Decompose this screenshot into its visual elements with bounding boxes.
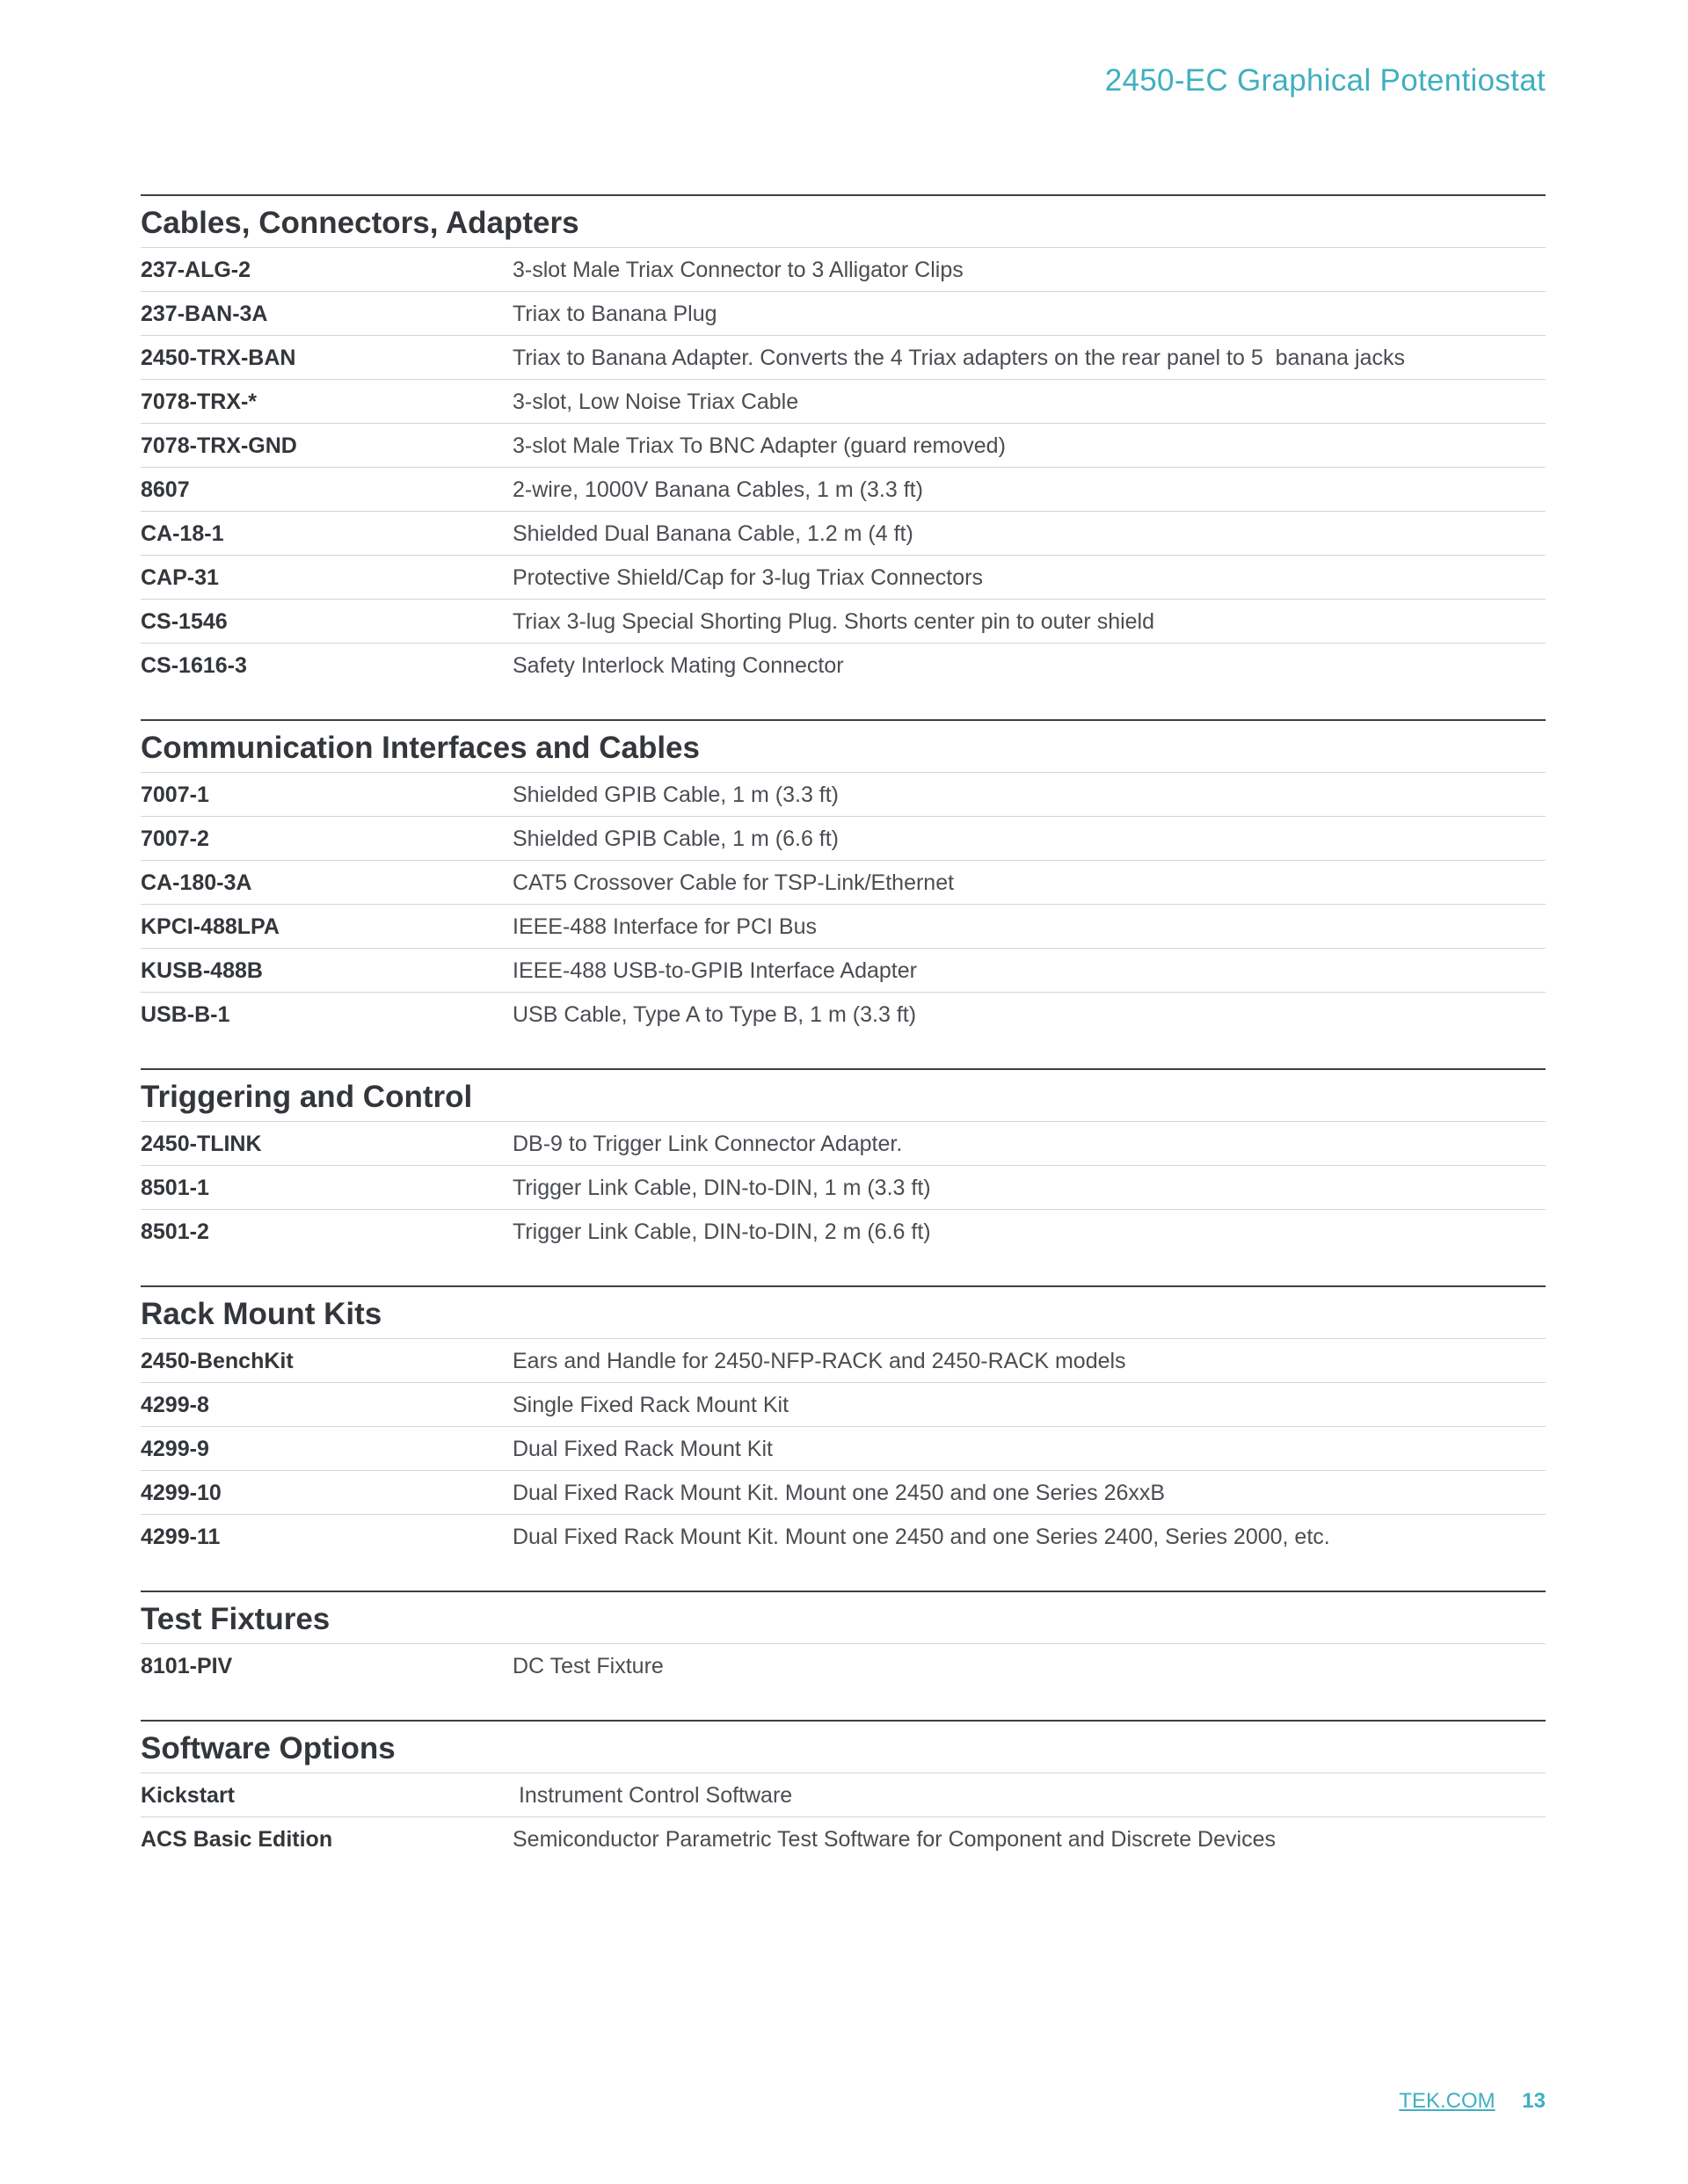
table-row xyxy=(141,1166,1546,1210)
table-row xyxy=(141,905,1546,949)
table-row xyxy=(141,1773,1546,1817)
section-heading: Cables, Connectors, Adapters xyxy=(141,196,1546,248)
part-description: Single Fixed Rack Mount Kit xyxy=(513,1393,789,1417)
section xyxy=(141,194,1546,688)
part-description: Safety Interlock Mating Connector xyxy=(513,653,844,678)
part-number: 8501-1 xyxy=(141,1176,209,1200)
part-description: Shielded GPIB Cable, 1 m (3.3 ft) xyxy=(513,783,840,807)
table-row xyxy=(141,1339,1546,1383)
part-description: Dual Fixed Rack Mount Kit. Mount one 2450 and one Series 26xxB xyxy=(513,1481,1166,1505)
table-row xyxy=(141,644,1546,688)
section-heading: Rack Mount Kits xyxy=(141,1287,1546,1339)
part-number: 2450-TRX-BAN xyxy=(141,346,296,370)
page-number: 13 xyxy=(1522,2089,1546,2113)
section-heading: Test Fixtures xyxy=(141,1592,1546,1644)
part-description: 3-slot Male Triax To BNC Adapter (guard removed) xyxy=(513,433,1006,458)
table-row xyxy=(141,1427,1546,1471)
part-number: CAP-31 xyxy=(141,565,219,590)
part-number: CA-18-1 xyxy=(141,521,224,546)
part-number: CA-180-3A xyxy=(141,870,252,895)
table-row xyxy=(141,1210,1546,1254)
table-row xyxy=(141,1644,1546,1688)
part-number: ACS Basic Edition xyxy=(141,1827,333,1852)
part-description: Triax 3-lug Special Shorting Plug. Shorts center pin to outer shield xyxy=(513,609,1155,634)
part-description: 2-wire, 1000V Banana Cables, 1 m (3.3 ft) xyxy=(513,477,923,502)
part-description: DB-9 to Trigger Link Connector Adapter. xyxy=(513,1132,903,1156)
tek-com-link[interactable]: TEK.COM xyxy=(1399,2089,1495,2113)
table-row xyxy=(141,468,1546,512)
page-footer xyxy=(1399,2089,1546,2114)
part-description: IEEE-488 Interface for PCI Bus xyxy=(513,914,817,939)
table-row xyxy=(141,512,1546,556)
table-row xyxy=(141,949,1546,993)
part-description: IEEE-488 USB-to-GPIB Interface Adapter xyxy=(513,958,917,983)
part-description: Protective Shield/Cap for 3-lug Triax Connectors xyxy=(513,565,983,590)
part-number: 7078-TRX-* xyxy=(141,389,257,414)
document-title: 2450-EC Graphical Potentiostat xyxy=(1104,63,1546,98)
table-row xyxy=(141,424,1546,468)
part-number: CS-1616-3 xyxy=(141,653,247,678)
section xyxy=(141,1285,1546,1559)
part-number: 4299-8 xyxy=(141,1393,209,1417)
section-heading: Communication Interfaces and Cables xyxy=(141,721,1546,773)
part-number: 4299-10 xyxy=(141,1481,222,1505)
table-row xyxy=(141,556,1546,600)
part-number: 237-ALG-2 xyxy=(141,258,251,282)
part-description: 3-slot, Low Noise Triax Cable xyxy=(513,389,799,414)
part-number: USB-B-1 xyxy=(141,1002,230,1027)
part-description: Ears and Handle for 2450-NFP-RACK and 2450-RACK models xyxy=(513,1349,1126,1373)
part-number: 8101-PIV xyxy=(141,1654,233,1678)
part-description: DC Test Fixture xyxy=(513,1654,664,1678)
part-number: 2450-TLINK xyxy=(141,1132,262,1156)
section xyxy=(141,1720,1546,1861)
table-row xyxy=(141,1515,1546,1559)
part-description: Trigger Link Cable, DIN-to-DIN, 2 m (6.6 ft) xyxy=(513,1219,931,1244)
section-heading: Software Options xyxy=(141,1722,1546,1773)
part-number: 7078-TRX-GND xyxy=(141,433,297,458)
table-row xyxy=(141,993,1546,1037)
section-heading: Triggering and Control xyxy=(141,1070,1546,1122)
part-description: CAT5 Crossover Cable for TSP-Link/Ethernet xyxy=(513,870,955,895)
part-description: Instrument Control Software xyxy=(513,1783,793,1808)
part-number: 7007-2 xyxy=(141,826,209,851)
part-description: Trigger Link Cable, DIN-to-DIN, 1 m (3.3 ft) xyxy=(513,1176,931,1200)
part-number: CS-1546 xyxy=(141,609,228,634)
part-description: Dual Fixed Rack Mount Kit xyxy=(513,1437,773,1461)
section xyxy=(141,1591,1546,1688)
table-row xyxy=(141,1383,1546,1427)
part-description: Semiconductor Parametric Test Software for Component and Discrete Devices xyxy=(513,1827,1276,1852)
table-row xyxy=(141,861,1546,905)
part-description: USB Cable, Type A to Type B, 1 m (3.3 ft) xyxy=(513,1002,917,1027)
table-row xyxy=(141,773,1546,817)
section xyxy=(141,1068,1546,1254)
part-number: 4299-9 xyxy=(141,1437,209,1461)
table-row xyxy=(141,1817,1546,1861)
part-number: 7007-1 xyxy=(141,783,209,807)
part-number: 8607 xyxy=(141,477,190,502)
table-row xyxy=(141,248,1546,292)
table-row xyxy=(141,380,1546,424)
table-row xyxy=(141,1471,1546,1515)
part-description: Triax to Banana Adapter. Converts the 4 Triax adapters on the rear panel to 5 banana jacks xyxy=(513,346,1405,370)
part-number: 8501-2 xyxy=(141,1219,209,1244)
part-number: 237-BAN-3A xyxy=(141,302,268,326)
table-row xyxy=(141,817,1546,861)
part-number: Kickstart xyxy=(141,1783,235,1808)
table-row xyxy=(141,292,1546,336)
part-description: Shielded Dual Banana Cable, 1.2 m (4 ft) xyxy=(513,521,913,546)
accessories-list xyxy=(141,194,1546,1893)
table-row xyxy=(141,336,1546,380)
table-row xyxy=(141,600,1546,644)
part-number: 4299-11 xyxy=(141,1525,221,1549)
part-description: Shielded GPIB Cable, 1 m (6.6 ft) xyxy=(513,826,840,851)
table-row xyxy=(141,1122,1546,1166)
part-description: Triax to Banana Plug xyxy=(513,302,717,326)
part-number: KUSB-488B xyxy=(141,958,263,983)
part-description: Dual Fixed Rack Mount Kit. Mount one 2450 and one Series 2400, Series 2000, etc. xyxy=(513,1525,1330,1549)
part-number: 2450-BenchKit xyxy=(141,1349,294,1373)
part-description: 3-slot Male Triax Connector to 3 Alligator Clips xyxy=(513,258,964,282)
section xyxy=(141,719,1546,1037)
part-number: KPCI-488LPA xyxy=(141,914,280,939)
